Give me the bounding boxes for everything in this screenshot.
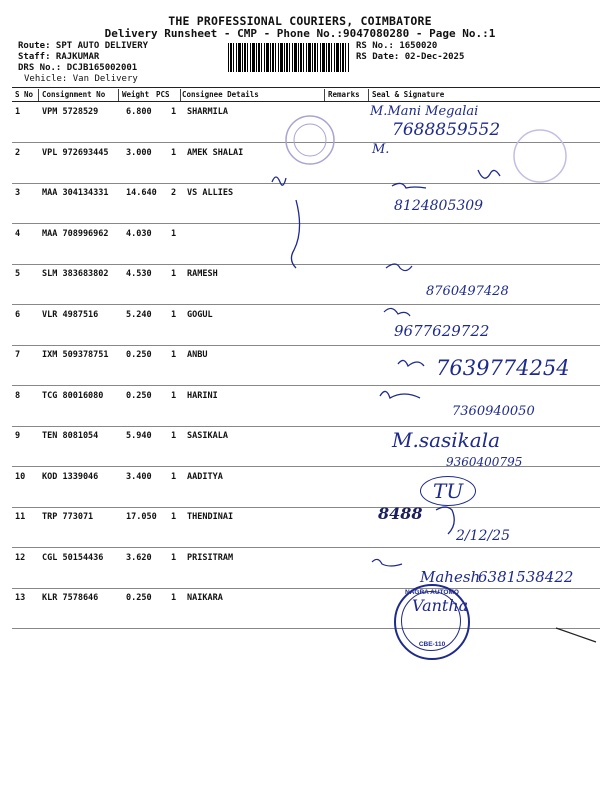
row-consignment-no: VPM 5728529: [42, 107, 99, 117]
row-consignment-no: TCG 80016080: [42, 390, 104, 401]
row-weight: 4.530: [126, 269, 152, 279]
staff-label: Staff: RAJKUMAR: [18, 52, 100, 62]
signature-7-phone: 7639774254: [436, 356, 570, 380]
col-sno: S No: [15, 90, 34, 99]
row-consignment-no: TEN 8081054: [42, 431, 99, 441]
drs-number: DRS No.: DCJB165002001: [18, 63, 138, 73]
row-sno: 2: [15, 147, 21, 158]
signature-10-mark: TU: [420, 476, 476, 506]
row-consignee: HARINI: [187, 390, 218, 401]
col-remarks: Remarks: [328, 90, 360, 99]
row-pcs: 1: [171, 228, 177, 239]
row-sno: 3: [15, 188, 21, 198]
row-consignee: RAMESH: [187, 269, 218, 279]
stamp-text-top: NAGRA AUTOMO: [405, 589, 459, 596]
row-consignment-no: KLR 7578646: [42, 593, 99, 603]
row-consignee: SASIKALA: [187, 431, 228, 441]
row-pcs: 1: [171, 390, 177, 401]
signature-9-name: M.sasikala: [392, 428, 501, 452]
row-consignment-no: MAA 304134331: [42, 188, 109, 198]
row-weight: 3.400: [126, 471, 152, 482]
signature-1-name: M.Mani Megalai: [370, 104, 479, 119]
row-sno: 11: [15, 512, 26, 522]
vehicle-label: Vehicle: Van Delivery: [24, 74, 138, 84]
row-pcs: 1: [171, 593, 177, 603]
row-weight: 14.640: [126, 188, 157, 198]
row-consignment-no: SLM 383683802: [42, 269, 109, 279]
row-sno: 4: [15, 228, 21, 239]
row-consignee: THENDINAI: [187, 512, 234, 522]
signature-9-phone: 9360400795: [446, 455, 523, 469]
row-consignee: ANBU: [187, 350, 208, 360]
signature-12-phone: 6381538422: [478, 568, 574, 586]
row-sno: 5: [15, 269, 21, 279]
row-consignee: GOGUL: [187, 309, 213, 320]
signature-3-phone: 8124805309: [394, 198, 484, 214]
row-pcs: 1: [171, 309, 177, 320]
row-consignment-no: KOD 1339046: [42, 471, 99, 482]
row-weight: 0.250: [126, 350, 152, 360]
row-sno: 10: [15, 471, 26, 482]
row-weight: 6.800: [126, 107, 152, 117]
row-sno: 13: [15, 593, 26, 603]
row-pcs: 2: [171, 188, 177, 198]
row-consignee: AADITYA: [187, 471, 223, 482]
col-consignment: Consignment No: [42, 90, 106, 99]
route-label: Route: SPT AUTO DELIVERY: [18, 41, 149, 51]
row-weight: 5.240: [126, 309, 152, 320]
col-weight: Weight: [122, 90, 150, 99]
signature-13-name: Vantha: [412, 596, 469, 615]
row-consignee: PRISITRAM: [187, 552, 234, 563]
row-consignment-no: VPL 972693445: [42, 147, 109, 158]
row-consignment-no: CGL 50154436: [42, 552, 104, 563]
company-title: THE PROFESSIONAL COURIERS, COIMBATORE: [168, 14, 432, 28]
stamp-text-bottom: CBE-110: [418, 641, 446, 648]
row-pcs: 1: [171, 269, 177, 279]
signature-8-phone: 7360940050: [452, 404, 535, 419]
row-pcs: 1: [171, 512, 177, 522]
row-pcs: 1: [171, 107, 177, 117]
row-pcs: 1: [171, 350, 177, 360]
col-pcs: PCS: [156, 90, 170, 99]
row-consignee: SHARMILA: [187, 107, 228, 117]
row-sno: 6: [15, 309, 21, 320]
rs-date: RS Date: 02-Dec-2025: [356, 52, 465, 62]
row-pcs: 1: [171, 471, 177, 482]
signature-2: M.: [372, 142, 390, 157]
signature-6-phone: 9677629722: [394, 322, 490, 340]
row-sno: 12: [15, 552, 26, 563]
signature-1-phone: 7688859552: [392, 120, 501, 140]
row-sno: 9: [15, 431, 21, 441]
row-consignment-no: MAA 708996962: [42, 228, 109, 239]
col-consignee: Consignee Details: [182, 90, 259, 99]
row-weight: 0.250: [126, 390, 152, 401]
row-pcs: 1: [171, 147, 177, 158]
col-seal: Seal & Signature: [372, 90, 445, 99]
rs-number: RS No.: 1650020: [356, 41, 438, 51]
row-weight: 4.030: [126, 228, 152, 239]
row-consignee: NAIKARA: [187, 593, 223, 603]
row-consignment-no: TRP 773071: [42, 512, 94, 522]
row-weight: 3.620: [126, 552, 152, 563]
row-weight: 3.000: [126, 147, 152, 158]
signature-11-date: 2/12/25: [456, 528, 510, 544]
row-weight: 5.940: [126, 431, 152, 441]
row-pcs: 1: [171, 431, 177, 441]
row-consignment-no: VLR 4987516: [42, 309, 99, 320]
runsheet-subtitle: Delivery Runsheet - CMP - Phone No.:9047080280 - Page No.:1: [104, 27, 496, 40]
row-sno: 1: [15, 107, 21, 117]
signature-12-name: Mahesh: [420, 568, 481, 586]
row-weight: 17.050: [126, 512, 157, 522]
row-consignee: AMEK SHALAI: [187, 147, 244, 158]
company-stamp: [394, 584, 470, 660]
signature-11-note: 8488: [378, 504, 423, 523]
row-consignee: VS ALLIES: [187, 188, 234, 198]
row-sno: 8: [15, 390, 21, 401]
row-consignment-no: IXM 509378751: [42, 350, 109, 360]
signature-5-phone: 8760497428: [426, 284, 509, 299]
row-weight: 0.250: [126, 593, 152, 603]
row-sno: 7: [15, 350, 21, 360]
row-pcs: 1: [171, 552, 177, 563]
